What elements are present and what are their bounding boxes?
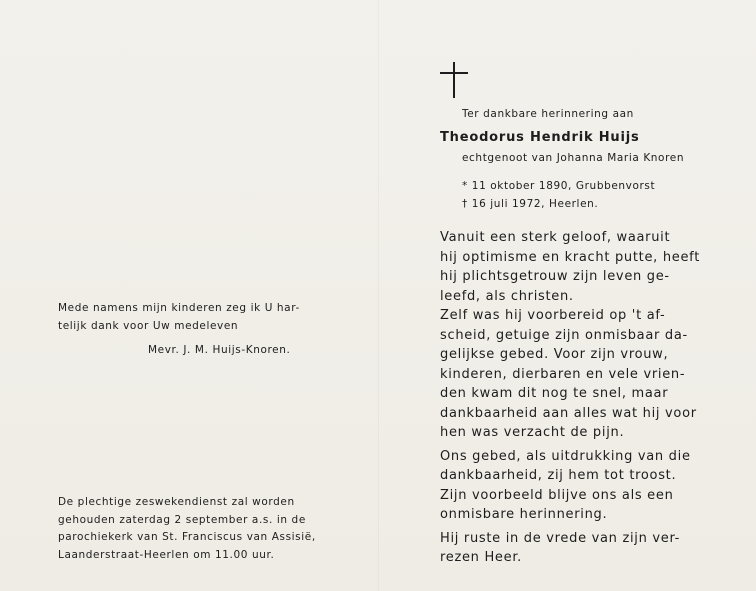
service-line: parochiekerk van St. Franciscus van Assisië, xyxy=(58,531,316,543)
thanks-text xyxy=(58,300,300,335)
text-line: onmisbare herinnering. xyxy=(440,507,608,522)
text-line: dankbaarheid, zij hem tot troost. xyxy=(440,468,677,483)
text-line: hij plichtsgetrouw zijn leven ge- xyxy=(440,269,670,284)
birth-text: * 11 oktober 1890, Grubbenvorst xyxy=(462,180,656,192)
signature-text: Mevr. J. M. Huijs-Knoren. xyxy=(148,344,291,356)
text-line: Ons gebed, als uitdrukking van die xyxy=(440,448,691,464)
cross-icon xyxy=(440,62,468,98)
death-text: † 16 juli 1972, Heerlen. xyxy=(462,198,599,210)
service-notice xyxy=(58,494,316,564)
text-line: scheid, getuige zijn onmisbaar da- xyxy=(440,327,688,343)
dedication-text: Ter dankbare herinnering aan xyxy=(462,108,634,120)
text-line: Vanuit een sterk geloof, waaruit xyxy=(440,230,671,245)
thanks-line: telijk dank voor Uw medeleven xyxy=(58,319,239,332)
text-line: Hij ruste in de vrede van zijn ver- xyxy=(440,530,681,546)
text-line: dankbaarheid aan alles wat hij voor xyxy=(440,405,697,421)
service-line: gehouden zaterdag 2 september a.s. in de xyxy=(58,513,306,526)
text-line: den kwam dit nog te snel, maar xyxy=(440,386,669,401)
text-line: Zelf was hij voorbereid op 't af- xyxy=(440,308,666,323)
text-line: Zijn voorbeeld blijve ons als een xyxy=(440,487,674,503)
thanks-line: Mede namens mijn kinderen zeg ik U har- xyxy=(58,302,300,314)
text-line: kinderen, dierbaren en vele vrien- xyxy=(440,366,686,382)
text-line: leefd, als christen. xyxy=(440,288,574,304)
text-line: gelijkse gebed. Voor zijn vrouw, xyxy=(440,347,669,362)
text-line: hij optimisme en kracht putte, heeft xyxy=(440,249,701,265)
spouse-text: echtgenoot van Johanna Maria Knoren xyxy=(462,152,685,164)
text-line: rezen Heer. xyxy=(440,550,523,565)
memorial-text xyxy=(440,228,701,568)
center-fold xyxy=(378,0,379,591)
text-line: hen was verzacht de pijn. xyxy=(440,425,625,440)
deceased-name: Theodorus Hendrik Huijs xyxy=(440,130,640,145)
service-line: Laanderstraat-Heerlen om 11.00 uur. xyxy=(58,548,275,561)
service-line: De plechtige zeswekendienst zal worden xyxy=(58,496,295,508)
